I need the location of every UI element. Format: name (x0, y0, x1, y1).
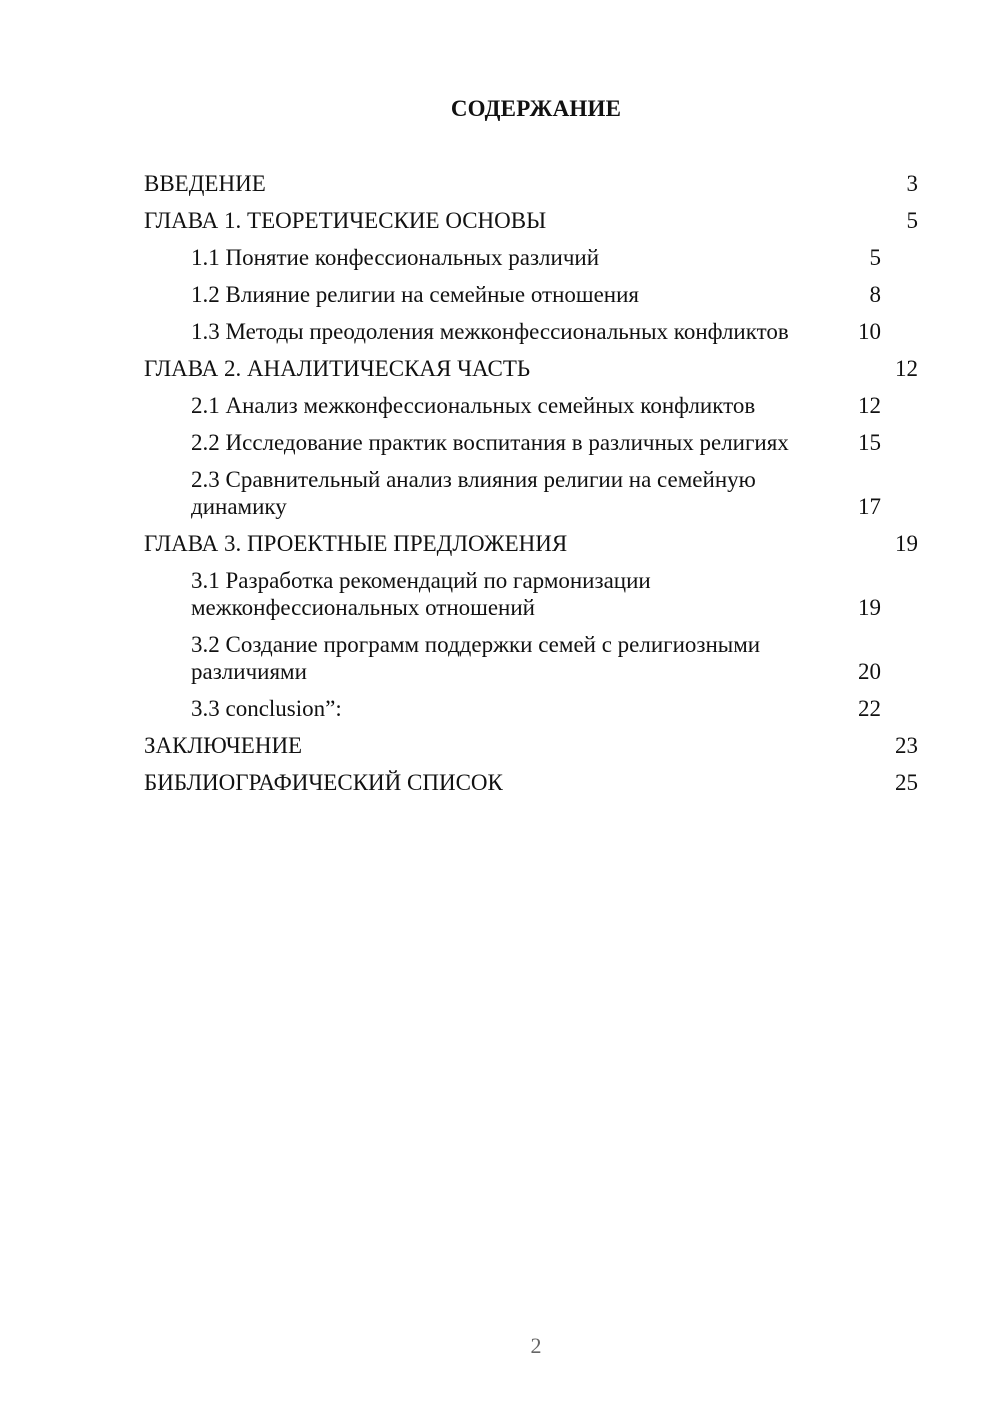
toc-entry-label: ГЛАВА 2. АНАЛИТИЧЕСКАЯ ЧАСТЬ (144, 356, 531, 381)
toc-entry-section-1-3[interactable] (144, 318, 918, 345)
toc-entry-label: 2.1 Анализ межконфессиональных семейных конфликтов (191, 393, 756, 418)
toc-entry-page: 19 (858, 595, 881, 620)
toc-entry-section-3-2[interactable] (144, 631, 918, 685)
toc-entry-label: ГЛАВА 1. ТЕОРЕТИЧЕСКИЕ ОСНОВЫ (144, 208, 547, 233)
toc-entry-label: 3.1 Разработка рекомендаций по гармонизации межконфессиональных отношений (191, 568, 651, 620)
toc-entry-page: 17 (858, 494, 881, 519)
toc-entry-label: БИБЛИОГРАФИЧЕСКИЙ СПИСОК (144, 770, 503, 795)
toc-entry-section-1-2[interactable] (144, 281, 918, 308)
toc-entry-label: 1.3 Методы преодоления межконфессиональных конфликтов (191, 319, 789, 344)
toc-entry-page: 12 (895, 356, 918, 381)
toc-entry-chapter-2[interactable] (144, 355, 918, 382)
toc-entry-page: 3 (906, 171, 918, 196)
toc-entry-page: 15 (858, 430, 881, 455)
toc-entry-page: 25 (895, 770, 918, 795)
page-number: 2 (530, 1333, 542, 1358)
table-of-contents (144, 170, 918, 806)
toc-entry-label: 1.1 Понятие конфессиональных различий (191, 245, 600, 270)
toc-entry-page: 23 (895, 733, 918, 758)
toc-entry-section-2-1[interactable] (144, 392, 918, 419)
toc-entry-section-3-3[interactable] (144, 695, 918, 722)
toc-entry-label: 2.3 Сравнительный анализ влияния религии на семейную динамику (191, 467, 756, 519)
toc-entry-page: 22 (858, 696, 881, 721)
toc-entry-chapter-3[interactable] (144, 530, 918, 557)
toc-entry-label: 2.2 Исследование практик воспитания в различных религиях (191, 430, 789, 455)
toc-entry-label: ВВЕДЕНИЕ (144, 171, 266, 196)
toc-entry-introduction[interactable] (144, 170, 918, 197)
toc-entry-label: 3.2 Создание программ поддержки семей с религиозными различиями (191, 632, 761, 684)
toc-entry-page: 8 (869, 282, 881, 307)
toc-entry-page: 5 (906, 208, 918, 233)
toc-title: СОДЕРЖАНИЕ (450, 96, 622, 121)
toc-entry-label: ЗАКЛЮЧЕНИЕ (144, 733, 303, 758)
toc-entry-label: 1.2 Влияние религии на семейные отношения (191, 282, 640, 307)
toc-entry-section-1-1[interactable] (144, 244, 918, 271)
toc-entry-page: 12 (858, 393, 881, 418)
toc-entry-conclusion[interactable] (144, 732, 918, 759)
toc-entry-section-2-3[interactable] (144, 466, 918, 520)
toc-entry-page: 5 (869, 245, 881, 270)
toc-entry-bibliography[interactable] (144, 769, 918, 796)
toc-entry-chapter-1[interactable] (144, 207, 918, 234)
toc-entry-label: ГЛАВА 3. ПРОЕКТНЫЕ ПРЕДЛОЖЕНИЯ (144, 531, 568, 556)
toc-entry-section-3-1[interactable] (144, 567, 918, 621)
toc-entry-page: 20 (858, 659, 881, 684)
toc-entry-label: 3.3 conclusion”: (191, 696, 342, 721)
toc-entry-section-2-2[interactable] (144, 429, 918, 456)
toc-entry-page: 10 (858, 319, 881, 344)
toc-entry-page: 19 (895, 531, 918, 556)
